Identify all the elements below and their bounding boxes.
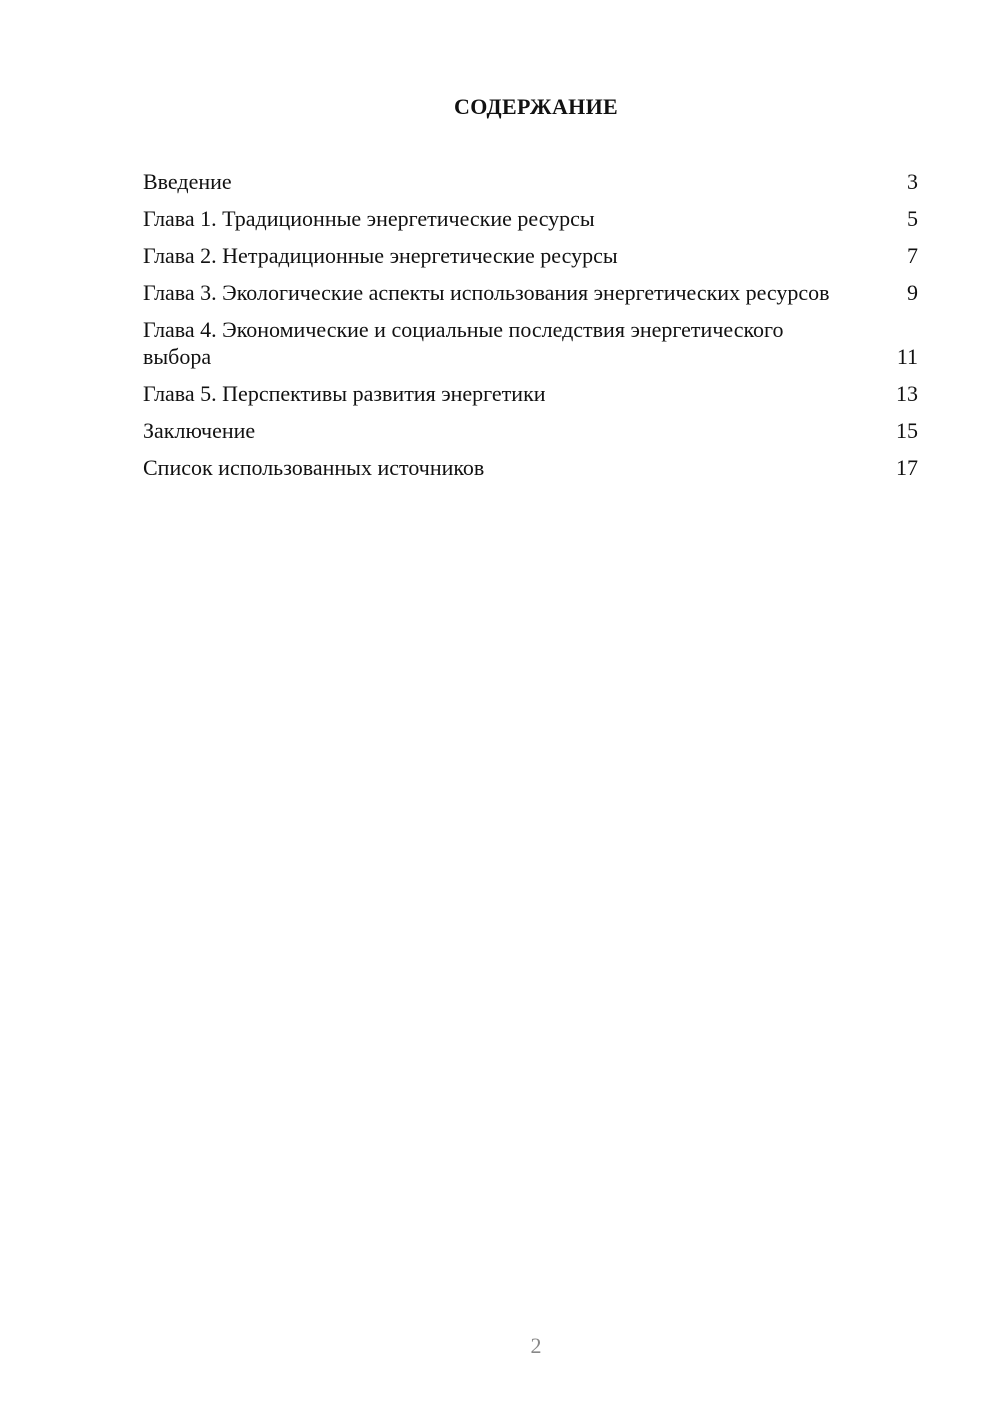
toc-entry-page: 9 <box>907 280 918 305</box>
toc-entry-page: 15 <box>896 418 918 443</box>
toc-entry-introduction <box>143 168 918 195</box>
toc-entry-references <box>143 454 918 481</box>
page-number: 2 <box>530 1333 542 1358</box>
toc-entry-title: Введение <box>143 169 232 194</box>
toc-entry-title: Глава 2. Нетрадиционные энергетические ресурсы <box>143 243 618 268</box>
toc-entry-title: Заключение <box>143 418 256 443</box>
toc-entry-page: 17 <box>896 455 918 480</box>
toc-entry-chapter-1 <box>143 205 918 232</box>
toc-entry-conclusion <box>143 417 918 444</box>
toc-entry-chapter-2 <box>143 242 918 269</box>
toc-entry-title: Глава 4. Экономические и социальные последствия энергетического выбора <box>143 317 784 369</box>
table-of-contents <box>143 168 918 491</box>
toc-entry-chapter-3 <box>143 279 918 306</box>
toc-entry-page: 5 <box>907 206 918 231</box>
toc-entry-title: Глава 1. Традиционные энергетические ресурсы <box>143 206 595 231</box>
toc-entry-page: 13 <box>896 381 918 406</box>
toc-entry-page: 3 <box>907 169 918 194</box>
toc-entry-title: Глава 5. Перспективы развития энергетики <box>143 381 546 406</box>
toc-entry-page: 7 <box>907 243 918 268</box>
toc-entry-page: 11 <box>896 344 918 369</box>
toc-title: СОДЕРЖАНИЕ <box>454 94 618 119</box>
toc-entry-chapter-4 <box>143 316 918 370</box>
toc-entry-title: Список использованных источников <box>143 455 485 480</box>
toc-entry-chapter-5 <box>143 380 918 407</box>
toc-entry-title: Глава 3. Экологические аспекты использования энергетических ресурсов <box>143 280 830 305</box>
